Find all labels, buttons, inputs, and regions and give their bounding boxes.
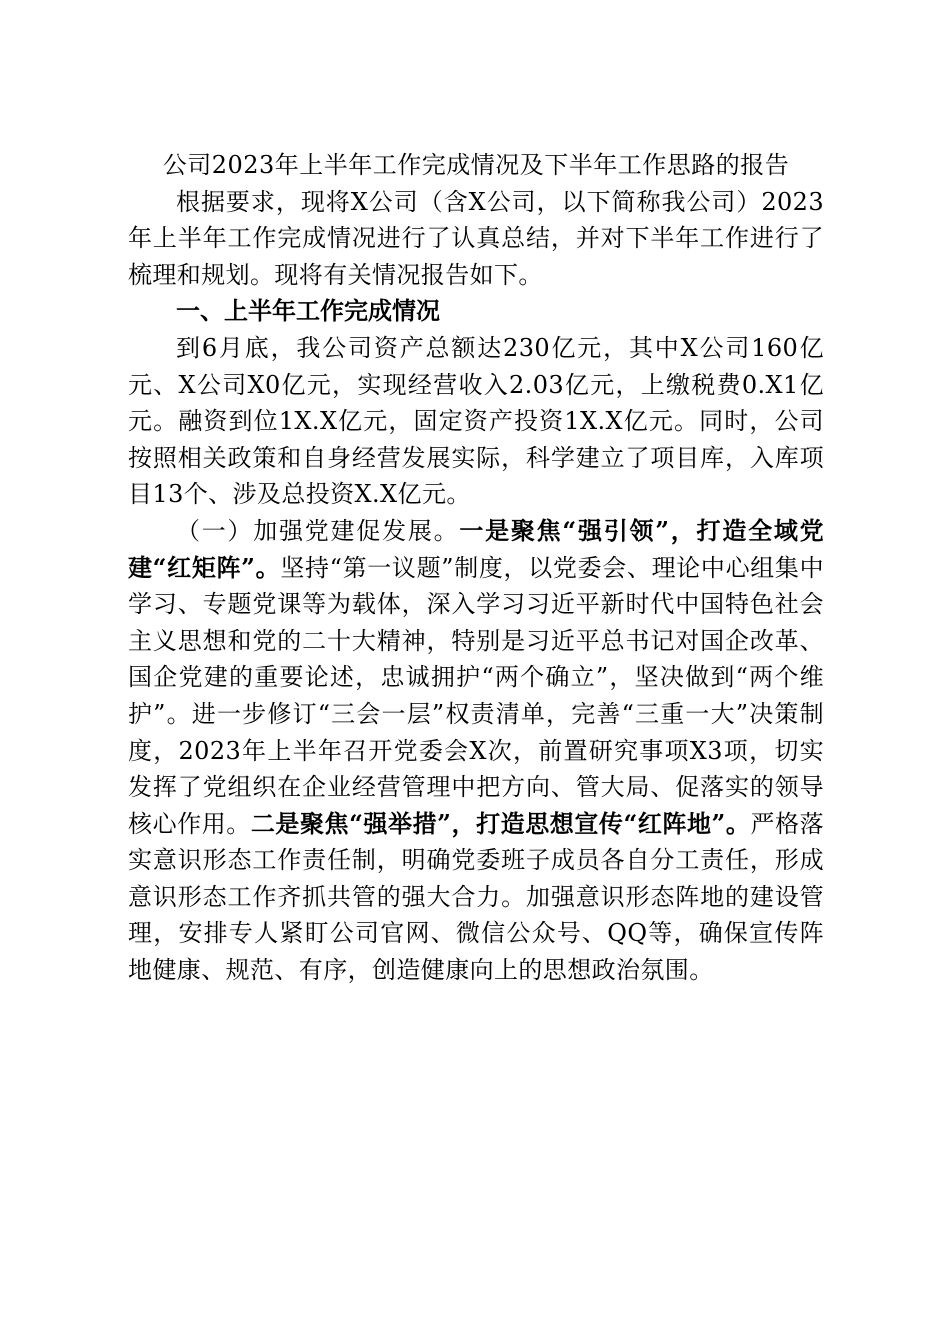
point-two-title: 二是聚焦“强举措”，打造思想宣传“红阵地”。	[250, 808, 751, 838]
summary-paragraph: 到6月底，我公司资产总额达230亿元，其中X公司160亿元、X公司X0亿元，实现经营收入2.03亿元，上缴税费0.X1亿元。融资到位1X.X亿元，固定资产投资1X.X亿元。同时，公司按照相关政策和自身经营发展实际，科学建立了项目库，入库项目13个、涉及总投资X.X亿元。	[128, 333, 824, 509]
point-two-text: 严格落实意识形态工作责任制，明确党委班子成员各自分工责任，形成意识形态工作齐抓共管的强大合力。加强意识形态阵地的建设管理，安排专人紧盯公司官网、微信公众号、QQ等，确保宣传阵地健康、规范、有序，创造健康向上的思想政治氛围。	[128, 809, 824, 985]
party-building-paragraph	[128, 513, 824, 989]
document-body	[128, 147, 824, 989]
point-one-title: 一是聚焦“强引领”，打造全域党建“红矩阵”。	[128, 515, 824, 582]
intro-paragraph: 根据要求，现将X公司（含X公司，以下简称我公司）2023年上半年工作完成情况进行了认真总结，并对下半年工作进行了梳理和规划。现将有关情况报告如下。	[128, 187, 824, 289]
document-title: 公司2023年上半年工作完成情况及下半年工作思路的报告	[162, 151, 790, 179]
section-heading: 一、上半年工作完成情况	[176, 296, 440, 326]
subsection-label: （一）加强党建促发展。	[176, 516, 460, 545]
point-one-text: 坚持“第一议题”制度，以党委会、理论中心组集中学习、专题党课等为载体，深入学习习近平新时代中国特色社会主义思想和党的二十大精神，特别是习近平总书记对国企改革、国企党建的重要论述，忠诚拥护“两个确立”，坚决做到“两个维护”。进一步修订“三会一层”权责清单，完善“三重一大”决策制度，2023年上半年召开党委会X次，前置研究事项X3项，切实发挥了党组织在企业经营管理中把方向、管大局、促落实的领导核心作用。	[128, 553, 824, 838]
